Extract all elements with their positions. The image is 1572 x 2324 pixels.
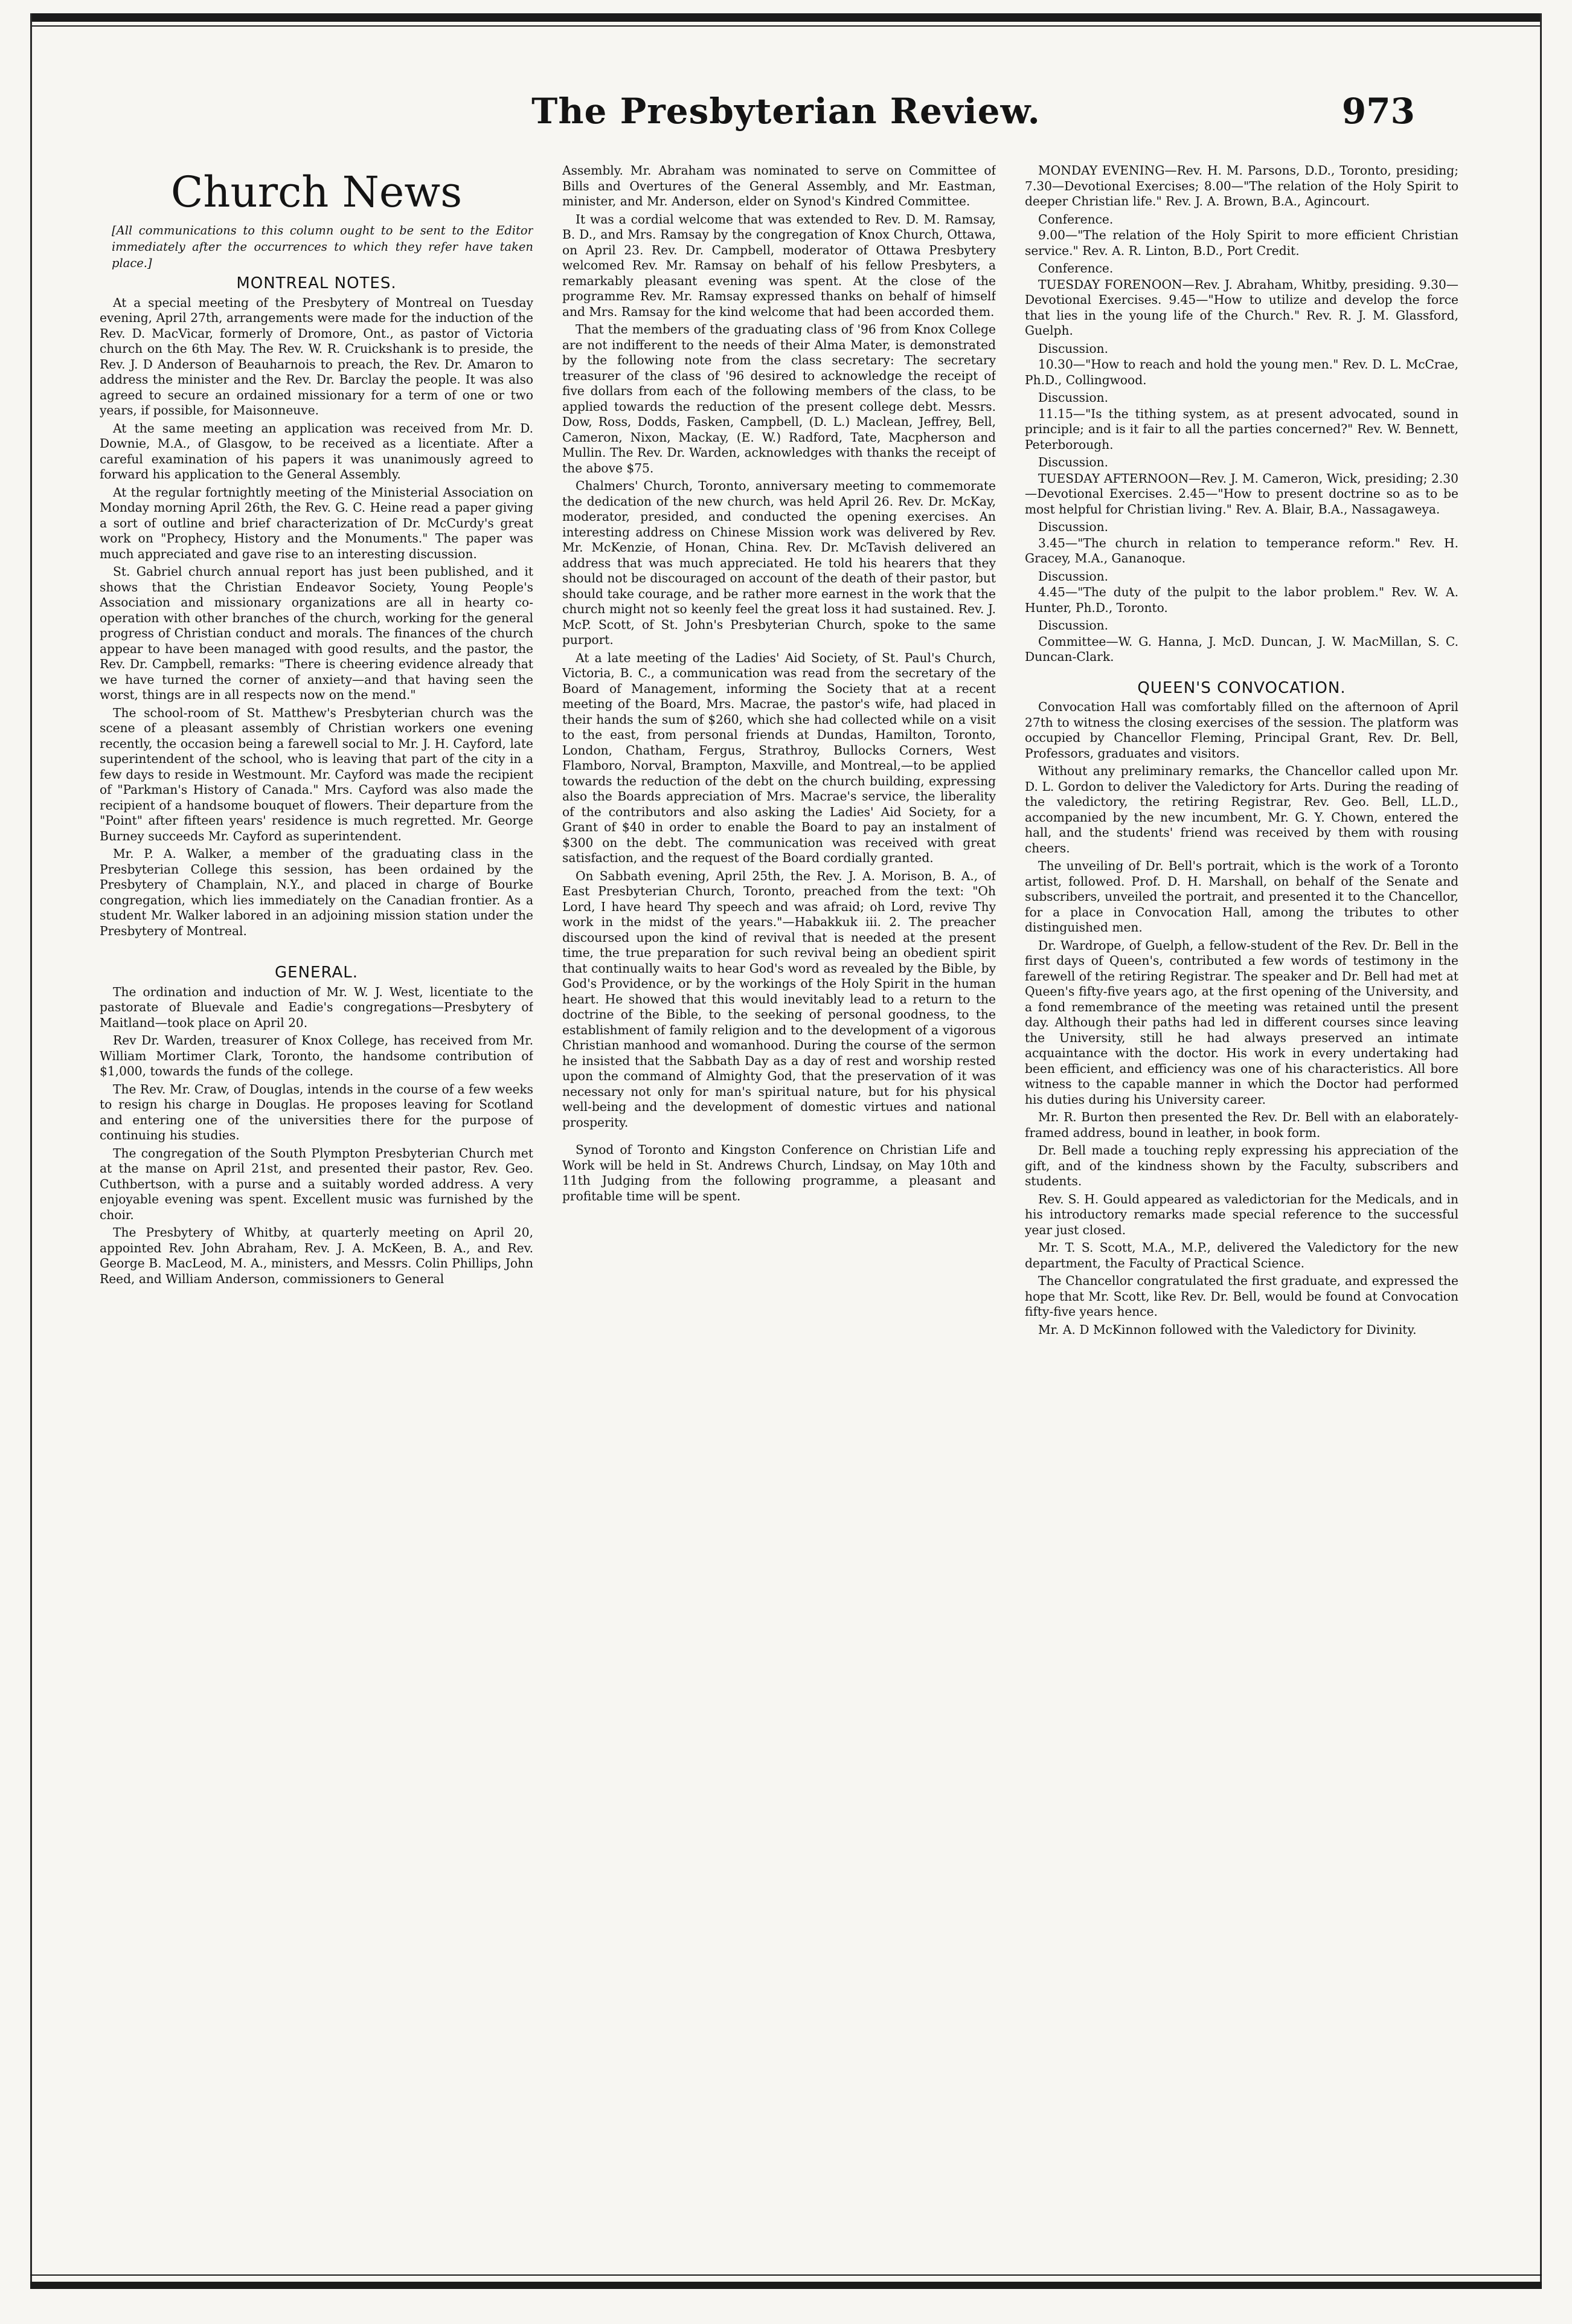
left-border-rule	[30, 13, 32, 2282]
program-item: 4.45—"The duty of the pulpit to the labor problem." Rev. W. A. Hunter, Ph.D., Toronto.	[1025, 585, 1458, 615]
program-item: MONDAY EVENING—Rev. H. M. Parsons, D.D., Toronto, presiding; 7.30—Devotional Exercises; 8.00—"The relation of the Holy Spirit to deeper Christian life." Rev. J. A. Brown, B.A., Agincourt.	[1025, 163, 1458, 208]
editorial-note: [All communications to this column ought to be sent to the Editor immediately after the occurrences to which they refer have taken place.]	[112, 224, 533, 270]
column-3	[1025, 163, 1458, 2223]
journal-title: The Presbyterian Review.	[531, 91, 1041, 132]
paragraph: Rev. S. H. Gould appeared as valedictorian for the Medicals, and in his introductory remarks made special reference to the successful year just closed.	[1025, 1191, 1458, 1237]
paragraph: The Chancellor congratulated the first graduate, and expressed the hope that Mr. Scott, like Rev. Dr. Bell, would be found at Convocation fifty-five years hence.	[1025, 1273, 1458, 1319]
program-item: 11.15—"Is the tithing system, as at present advocated, sound in principle; and is it fair to all the parties concerned?" Rev. W. Bennett, Peterborough.	[1025, 406, 1458, 452]
program-item: Conference.	[1038, 211, 1114, 227]
paragraph: Mr. T. S. Scott, M.A., M.P., delivered the Valedictory for the new department, the Faculty of Practical Science.	[1025, 1240, 1458, 1270]
bottom-border-thin-rule	[30, 2274, 1542, 2276]
paragraph: The congregation of the South Plympton Presbyterian Church met at the manse on April 21st, and presented their pastor, Rev. Geo. Cuthbertson, with a purse and a suitably worded address. A very enjoyable evening was spent. Excellent music was furnished by the choir.	[100, 1145, 533, 1222]
program-item: 10.30—"How to reach and hold the young men." Rev. D. L. McCrae, Ph.D., Collingwood.	[1025, 357, 1458, 387]
paragraph: Dr. Bell made a touching reply expressing his appreciation of the gift, and of the kindness shown by the Faculty, subscribers and students.	[1025, 1143, 1458, 1188]
paragraph: Assembly. Mr. Abraham was nominated to serve on Committee of Bills and Overtures of the General Assembly, and Mr. Eastman, minister, and Mr. Anderson, elder on Synod's Kindred Committee.	[562, 163, 996, 208]
column-2	[562, 163, 996, 2223]
paragraph: The Presbytery of Whitby, at quarterly meeting on April 20, appointed Rev. John Abraham, Rev. J. A. McKeen, B. A., and Rev. George B. MacLeod, M. A., ministers, and Messrs. Colin Phillips, John Reed, and William Anderson, commissioners to General	[100, 1225, 533, 1286]
top-border-rule	[31, 13, 1541, 22]
paragraph: Mr. A. D McKinnon followed with the Valedictory for Divinity.	[1038, 1322, 1417, 1337]
paragraph: The unveiling of Dr. Bell's portrait, which is the work of a Toronto artist, followed. Prof. D. H. Marshall, on behalf of the Senate and subscribers, unveiled the portrait, and presented it to the Chancellor, for a place in Convocation Hall, among the tributes to other distinguished men.	[1025, 858, 1458, 935]
heading-queens-convocation: QUEEN'S CONVOCATION.	[1137, 678, 1346, 697]
paragraph: Chalmers' Church, Toronto, anniversary meeting to commemorate the dedication of the new church, was held April 26. Rev. Dr. McKay, moderator, presided, and conducted the opening exercises. An interesting address on Chinese Mission work was delivered by Rev. Mr. McKenzie, of Honan, China. Rev. Dr. McTavish delivered an address that was much appreciated. He told his hearers that they should not be discouraged on account of the death of their pastor, but should take courage, and be rather more earnest in the work that the church might not so keenly feel the great loss it had sustained. Rev. J. McP. Scott, of St. John's Presbyterian Church, spoke to the same purport.	[562, 478, 996, 647]
paragraph: Convocation Hall was comfortably filled on the afternoon of April 27th to witness the closing exercises of the session. The platform was occupied by Chancellor Fleming, Principal Grant, Rev. Dr. Bell, Professors, graduates and visitors.	[1025, 700, 1458, 761]
heading-general: GENERAL.	[275, 964, 358, 982]
paragraph: The ordination and induction of Mr. W. J. West, licentiate to the pastorate of Bluevale and Eadie's congregations—Presbytery of Maitland—took place on April 20.	[100, 984, 533, 1030]
paragraph: At the regular fortnightly meeting of the Ministerial Association on Monday morning April 26th, the Rev. G. C. Heine read a paper giving a sort of outline and brief characterization of Dr. McCurdy's great work on "Prophecy, History and the Monuments." The paper was much appreciated and gave rise to an interesting discussion.	[100, 484, 533, 561]
program-item: Discussion.	[1038, 390, 1109, 405]
paragraph: It was a cordial welcome that was extended to Rev. D. M. Ramsay, B. D., and Mrs. Ramsay by the congregation of Knox Church, Ottawa, on April 23. Rev. Dr. Campbell, moderator of Ottawa Presbytery welcomed Rev. Mr. Ramsay on behalf of his fellow Presbyters, a remarkably pleasant evening was spent. At the close of the programme Rev. Mr. Ramsay expressed thanks on behalf of himself and Mrs. Ramsay for the kind welcome that had been accorded them.	[562, 211, 996, 319]
paragraph: The school-room of St. Matthew's Presbyterian church was the scene of a pleasant assembly of Christian workers one evening recently, the occasion being a farewell social to Mr. J. H. Cayford, late superintendent of the school, who is leaving that part of the city in a few days to reside in Westmount. Mr. Cayford was made the recipient of "Parkman's History of Canada." Mrs. Cayford was also made the recipient of a handsome bouquet of flowers. Their departure from the "Point" after fifteen years' residence is much regretted. Mr. George Burney succeeds Mr. Cayford as superintendent.	[100, 705, 533, 843]
paragraph: The Rev. Mr. Craw, of Douglas, intends in the course of a few weeks to resign his charge in Douglas. He proposes leaving for Scotland and entering one of the universities there for the purpose of continuing his studies.	[100, 1081, 533, 1142]
paragraph: On Sabbath evening, April 25th, the Rev. J. A. Morison, B. A., of East Presbyterian Church, Toronto, preached from the text: "Oh Lord, I have heard Thy speech and was afraid; oh Lord, revive Thy work in the midst of the years."—Habakkuk iii. 2. The preacher discoursed upon the kind of revival that is needed at the present time, the true preparation for such revival being an obedient spirit that continually waits to hear God's word as revealed by the Bible, by God's Providence, or by the workings of the Holy Spirit in the human heart. He showed that this would inevitably lead to a return to the doctrine of the Bible, to the seeking of personal goodness, to the establishment of family religion and to the development of a vigorous Christian manhood and womanhood. During the course of the sermon he insisted that the Sabbath Day as a day of rest and worship rested upon the command of Almighty God, that the preservation of it was necessary not only for man's spiritual nature, but for his physical well-being and the development of domestic virtues and national prosperity.	[562, 868, 996, 1130]
top-border-thin-rule	[31, 25, 1541, 27]
paragraph: Rev Dr. Warden, treasurer of Knox College, has received from Mr. William Mortimer Clark, Toronto, the handsome contribution of $1,000, towards the funds of the college.	[100, 1033, 533, 1078]
program-item: Conference.	[1038, 261, 1114, 275]
masthead	[121, 91, 1451, 145]
paragraph: Mr. R. Burton then presented the Rev. Dr. Bell with an elaborately-framed address, bound in leather, in book form.	[1025, 1110, 1458, 1140]
article-columns	[100, 163, 1458, 2223]
right-border-rule	[1540, 13, 1542, 2282]
program-item: Discussion.	[1038, 520, 1109, 534]
paragraph: St. Gabriel church annual report has just been published, and it shows that the Christian Endeavor Society, Young People's Association and missionary organizations are all in hearty co-operation with other branches of the church, working for the general progress of Christian conduct and morals. The finances of the church appear to have been managed with good results, and the pastor, the Rev. Dr. Campbell, remarks: "There is cheering evidence already that we have turned the corner of anxiety—and that having seen the worst, things are in all respects now on the mend."	[100, 564, 533, 702]
paragraph: At the same meeting an application was received from Mr. D. Downie, M.A., of Glasgow, to be received as a licentiate. After a careful examination of his papers it was unanimously agreed to forward his application to the General Assembly.	[100, 420, 533, 481]
program-item: Discussion.	[1038, 618, 1109, 633]
column-1	[100, 163, 533, 2223]
section-title-church-news: Church News	[170, 167, 463, 217]
bottom-border-rule	[30, 2282, 1542, 2289]
program-item: 3.45—"The church in relation to temperance reform." Rev. H. Gracey, M.A., Gananoque.	[1025, 535, 1458, 565]
program-item: Discussion.	[1038, 568, 1109, 584]
program-item: 9.00—"The relation of the Holy Spirit to more efficient Christian service." Rev. A. R. Linton, B.D., Port Credit.	[1025, 228, 1458, 258]
paragraph: Dr. Wardrope, of Guelph, a fellow-student of the Rev. Dr. Bell in the first days of Queen's, contributed a few words of testimony in the farewell of the retiring Registrar. The speaker and Dr. Bell had met at Queen's fifty-five years ago, at the first opening of the University, and a fond remembrance of the meeting was retained until the present day. Although their paths had led in different courses since leaving the University, still he had always preserved an intimate acquaintance with the doctor. His work in every undertaking had been efficient, and efficiency was one of his characteristics. All bore witness to the capable manner in which the Doctor had performed his duties during his University career.	[1025, 938, 1458, 1107]
paragraph: Without any preliminary remarks, the Chancellor called upon Mr. D. L. Gordon to deliver the Valedictory for Arts. During the reading of the valedictory, the retiring Registrar, Rev. Geo. Bell, LL.D., accompanied by the new incumbent, Mr. G. Y. Chown, entered the hall, and the students' friend was received by them with rousing cheers.	[1025, 764, 1458, 855]
program-item: Discussion.	[1038, 341, 1109, 356]
paragraph: Mr. P. A. Walker, a member of the graduating class in the Presbyterian College this session, has been ordained by the Presbytery of Champlain, N.Y., and placed in charge of Bourke congregation, which lies immediately on the Canadian frontier. As a student Mr. Walker labored in an adjoining mission station under the Presbytery of Montreal.	[100, 846, 533, 938]
program-item: Committee—W. G. Hanna, J. McD. Duncan, J. W. MacMillan, S. C. Duncan-Clark.	[1025, 634, 1458, 664]
paragraph: Synod of Toronto and Kingston Conference on Christian Life and Work will be held in St. Andrews Church, Lindsay, on May 10th and 11th Judging from the following programme, a pleasant and profitable time will be spent.	[562, 1142, 996, 1203]
page-number: 973	[1341, 91, 1415, 132]
heading-montreal-notes: MONTREAL NOTES.	[236, 274, 397, 292]
paragraph: That the members of the graduating class of '96 from Knox College are not indifferent to the needs of their Alma Mater, is demonstrated by the following note from the class secretary: The secretary treasurer of the class of '96 desired to acknowledge the receipt of five dollars from each of the following members of the class, to be applied towards the reduction of the present college debt. Messrs. Dow, Ross, Dodds, Fasken, Campbell, (D. L.) Maclean, Jeffrey, Bell, Cameron, Nixon, Mackay, (E. W.) Radford, Tate, Macpherson and Mullin. The Rev. Dr. Warden, acknowledges with thanks the receipt of the above $75.	[562, 322, 996, 475]
paragraph: At a special meeting of the Presbytery of Montreal on Tuesday evening, April 27th, arrangements were made for the induction of the Rev. D. MacVicar, formerly of Dromore, Ont., as pastor of Victoria church on the 6th May. The Rev. W. R. Cruickshank is to preside, the Rev. J. D Anderson of Beauharnois to preach, the Rev. Dr. Amaron to address the minister and the Rev. Dr. Barclay the people. It was also agreed to secure an ordained missionary for a term of one or two years, if possible, for Maisonneuve.	[100, 295, 533, 417]
program-item: TUESDAY FORENOON—Rev. J. Abraham, Whitby, presiding. 9.30—Devotional Exercises. 9.45—"How to utilize and develop the force that lies in the young life of the Church." Rev. R. J. M. Glassford, Guelph.	[1025, 277, 1458, 338]
paragraph: At a late meeting of the Ladies' Aid Society, of St. Paul's Church, Victoria, B. C., a communication was read from the secretary of the Board of Management, informing the Society that at a recent meeting of the Board, Mrs. Macrae, the pastor's wife, had placed in their hands the sum of $260, which she had collected while on a visit to the east, from personal friends at Dundas, Hamilton, Toronto, London, Chatham, Fergus, Strathroy, Bullocks Corners, West Flamboro, Norval, Brampton, Maxville, and Montreal,—to be applied towards the reduction of the debt on the church building, expressing also the Boards appreciation of Mrs. Macrae's service, the liberality of the contributors and also asking the Ladies' Aid Society, for a Grant of $40 in order to enable the Board to pay an instalment of $300 on the debt. The communication was received with great satisfaction, and the request of the Board cordially granted.	[562, 650, 996, 865]
program-item: Discussion.	[1038, 455, 1109, 469]
program-item: TUESDAY AFTERNOON—Rev. J. M. Cameron, Wick, presiding; 2.30—Devotional Exercises. 2.45—"How to present doctrine so as to be most helpful for Christian living." Rev. A. Blair, B.A., Nassagaweya.	[1025, 471, 1458, 517]
